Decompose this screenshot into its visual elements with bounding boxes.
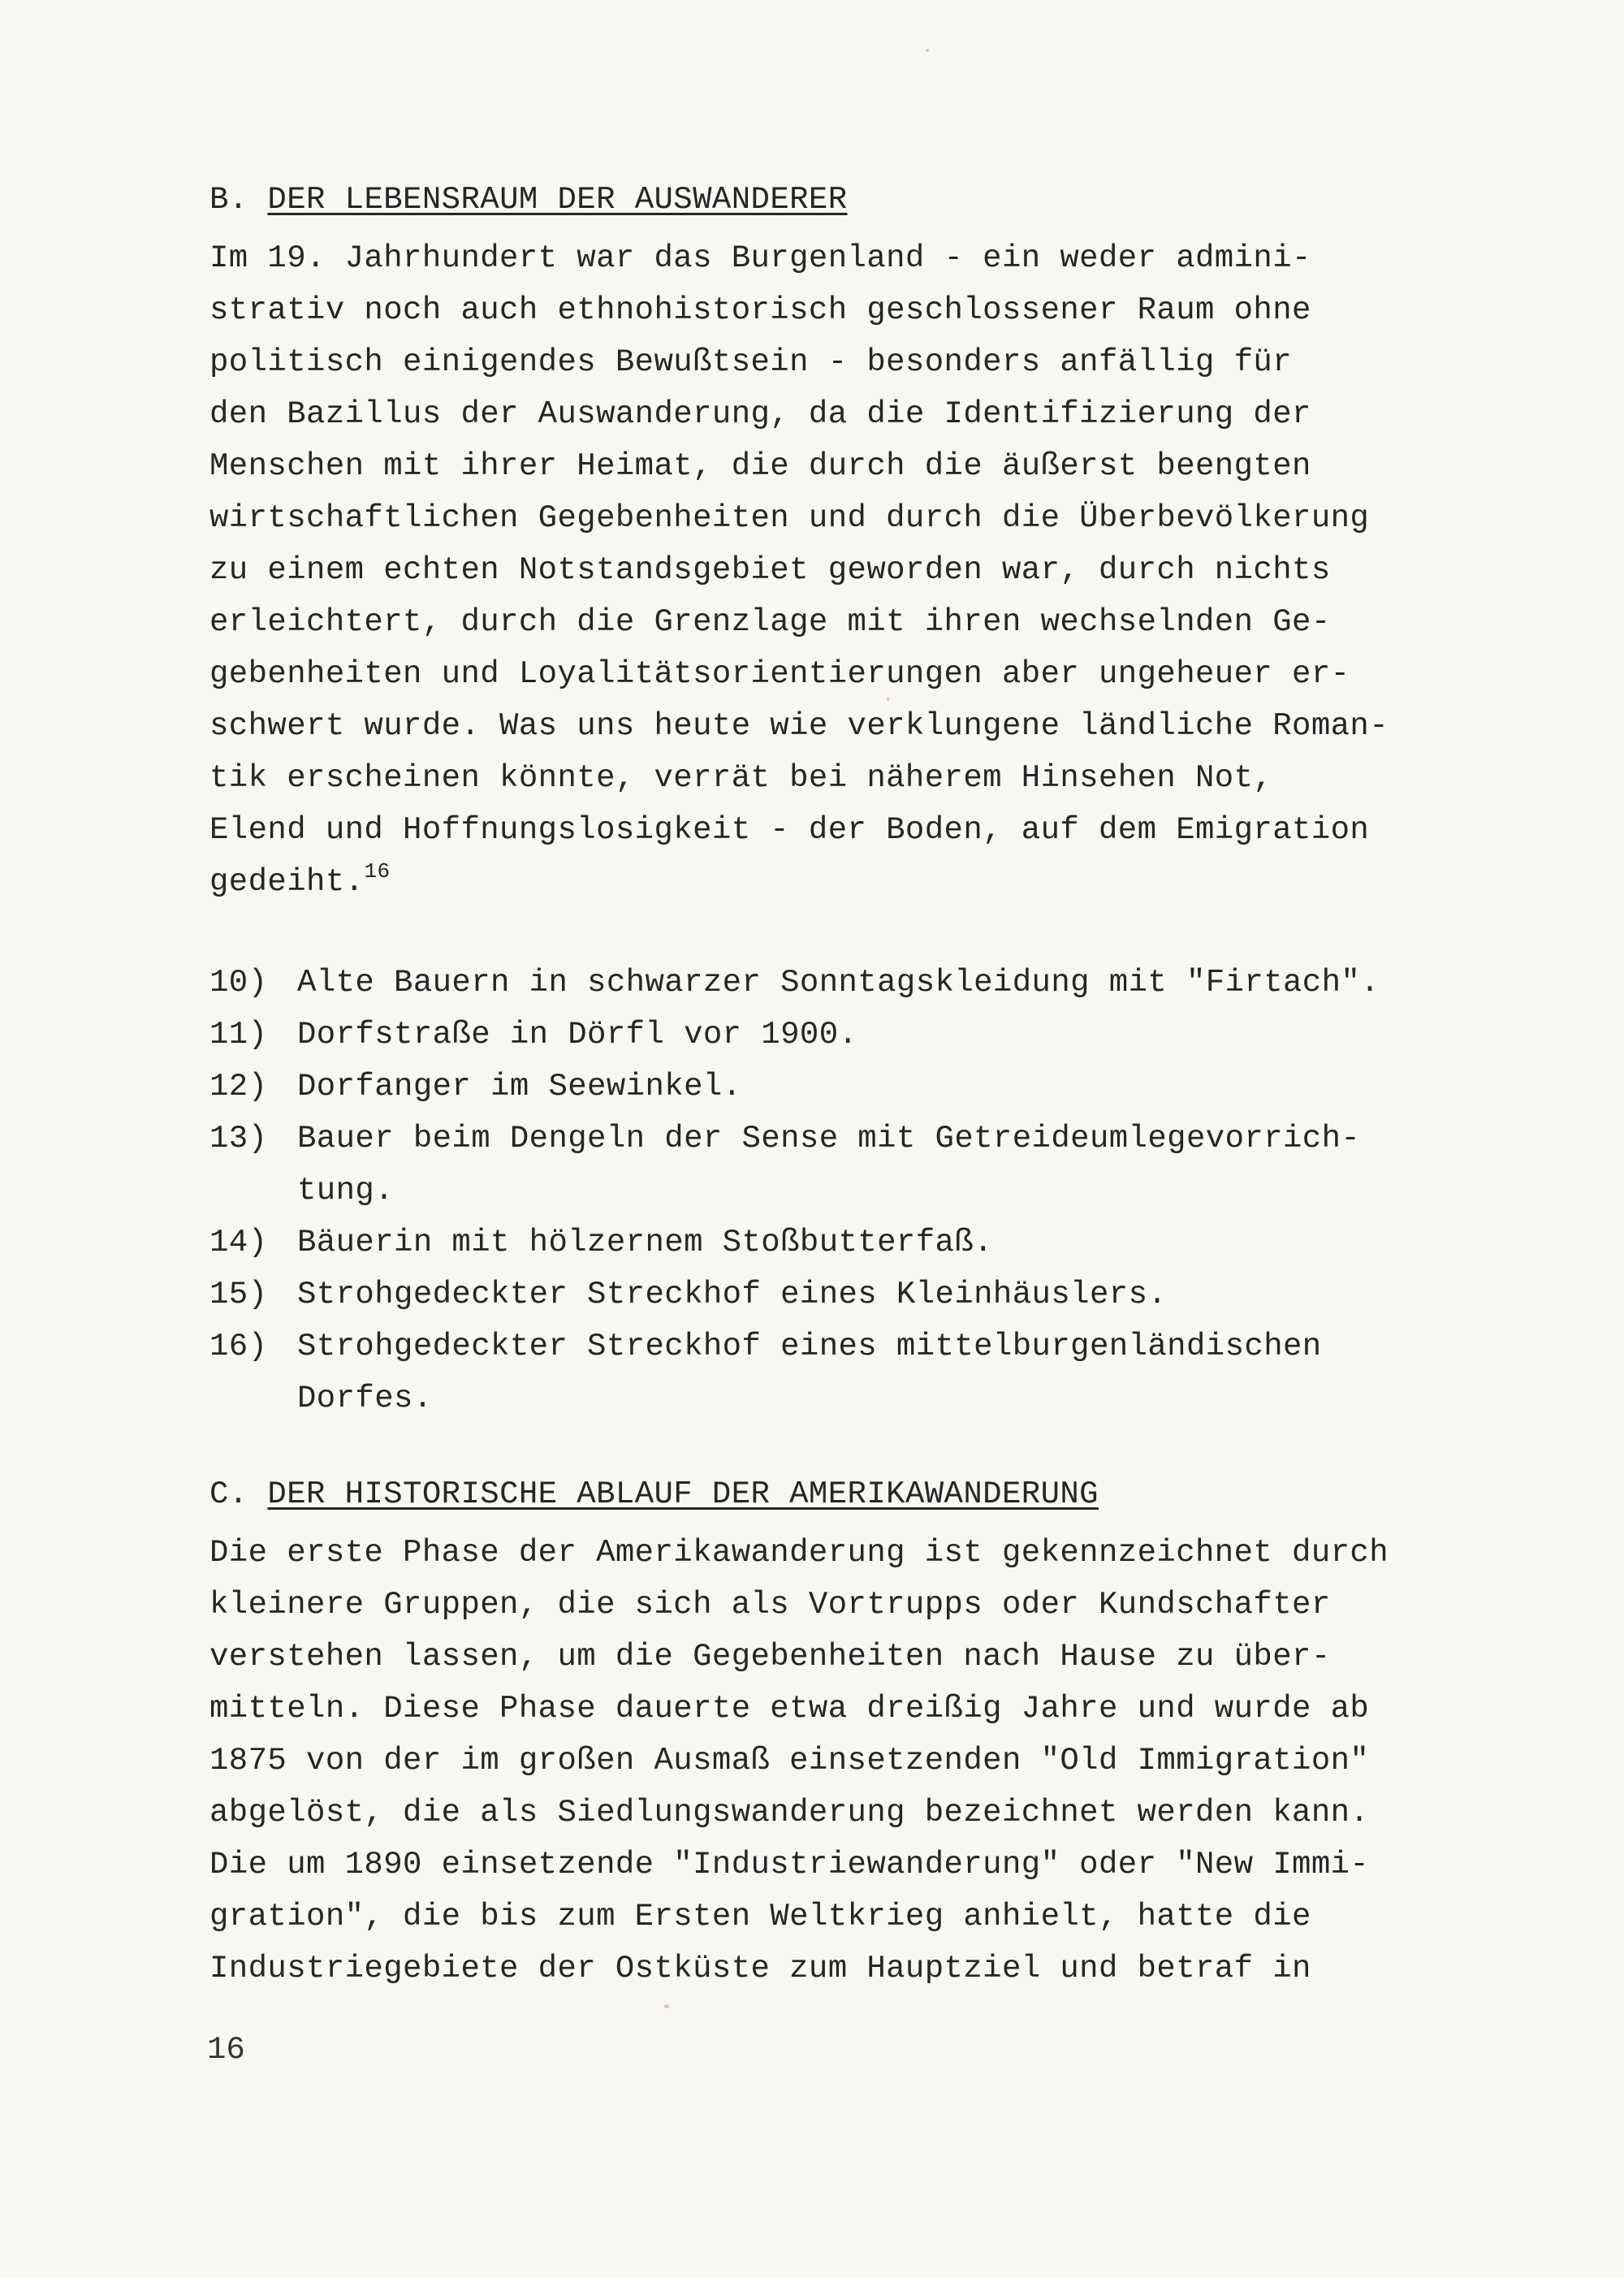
text-line: Die um 1890 einsetzende "Industriewanderung" oder "New Immi- xyxy=(209,1847,1370,1882)
list-item xyxy=(209,1269,1380,1321)
text-line: kleinere Gruppen, die sich als Vortrupps oder Kundschafter xyxy=(209,1587,1331,1623)
section-c-prefix: C. xyxy=(209,1476,248,1512)
section-c-heading xyxy=(209,1476,1099,1512)
list-item-number: 10) xyxy=(209,965,268,1001)
list-item xyxy=(209,1372,1380,1424)
text-line: zu einem echten Notstandsgebiet geworden war, durch nichts xyxy=(209,552,1331,588)
list-item-text: Strohgedeckter Streckhof eines mittelburgenländischen xyxy=(297,1329,1322,1364)
text-line xyxy=(209,856,1389,908)
section-b-prefix: B. xyxy=(209,182,248,218)
text-line: politisch einigendes Bewußtsein - besonders anfällig für xyxy=(209,344,1293,380)
list-item xyxy=(209,1217,1380,1269)
list-item-number: 16) xyxy=(209,1329,268,1364)
list-item-text: Dorfstraße in Dörfl vor 1900. xyxy=(297,1017,858,1053)
paper-speck xyxy=(926,49,929,52)
text-line: verstehen lassen, um die Gegebenheiten nach Hause zu über- xyxy=(209,1639,1331,1675)
list-item-text: Dorfes. xyxy=(297,1381,433,1416)
list-item-text: Strohgedeckter Streckhof eines Kleinhäuslers. xyxy=(297,1277,1168,1312)
list-item-text: tung. xyxy=(297,1173,395,1208)
text-line: Industriegebiete der Ostküste zum Hauptziel und betraf in xyxy=(209,1951,1311,1986)
list-item-number: 13) xyxy=(209,1121,268,1156)
text-line: den Bazillus der Auswanderung, da die Identifizierung der xyxy=(209,396,1311,432)
paper-speck xyxy=(887,697,889,702)
footnote-reference: 16 xyxy=(364,859,391,884)
list-item-number: 14) xyxy=(209,1225,268,1260)
list-item-number: 15) xyxy=(209,1277,268,1312)
text-line: Menschen mit ihrer Heimat, die durch die äußerst beengten xyxy=(209,448,1311,484)
list-item xyxy=(209,1113,1380,1165)
list-item xyxy=(209,1061,1380,1113)
list-item-text: Bäuerin mit hölzernem Stoßbutterfaß. xyxy=(297,1225,993,1260)
section-b-paragraph xyxy=(209,232,1389,908)
text-line: Die erste Phase der Amerikawanderung ist gekennzeichnet durch xyxy=(209,1535,1389,1571)
list-item-text: Alte Bauern in schwarzer Sonntagskleidung mit "Firtach". xyxy=(297,965,1380,1001)
list-item-text: Dorfanger im Seewinkel. xyxy=(297,1069,742,1104)
section-c-paragraph xyxy=(209,1527,1389,1995)
text-line: abgelöst, die als Siedlungswanderung bezeichnet werden kann. xyxy=(209,1795,1370,1831)
text-line: 1875 von der im großen Ausmaß einsetzenden "Old Immigration" xyxy=(209,1743,1370,1779)
list-item-number: 12) xyxy=(209,1069,268,1104)
illustration-list xyxy=(209,957,1380,1424)
text-line: Im 19. Jahrhundert war das Burgenland - ein weder admini- xyxy=(209,240,1311,276)
list-item xyxy=(209,1165,1380,1217)
text-line: erleichtert, durch die Grenzlage mit ihren wechselnden Ge- xyxy=(209,604,1331,640)
page-number: 16 xyxy=(207,2032,245,2068)
text-line: gration", die bis zum Ersten Weltkrieg anhielt, hatte die xyxy=(209,1899,1311,1934)
paper-speck xyxy=(664,2004,669,2008)
list-item-text: Bauer beim Dengeln der Sense mit Getreideumlegevorrich- xyxy=(297,1121,1361,1156)
list-item xyxy=(209,1321,1380,1372)
text-line: schwert wurde. Was uns heute wie verklungene ländliche Roman- xyxy=(209,708,1389,744)
section-b-heading xyxy=(209,182,848,218)
text-line: mitteln. Diese Phase dauerte etwa dreißig Jahre und wurde ab xyxy=(209,1691,1370,1727)
list-item xyxy=(209,1009,1380,1061)
section-c-title: DER HISTORISCHE ABLAUF DER AMERIKAWANDERUNG xyxy=(267,1476,1099,1512)
list-item-number: 11) xyxy=(209,1017,268,1053)
text-line: gebenheiten und Loyalitätsorientierungen aber ungeheuer er- xyxy=(209,656,1350,692)
text-line: wirtschaftlichen Gegebenheiten und durch die Überbevölkerung xyxy=(209,500,1370,536)
text-line: tik erscheinen könnte, verrät bei näherem Hinsehen Not, xyxy=(209,760,1273,796)
text-line: Elend und Hoffnungslosigkeit - der Boden, auf dem Emigration xyxy=(209,812,1370,848)
text-line: strativ noch auch ethnohistorisch geschlossener Raum ohne xyxy=(209,292,1311,328)
text-line-end: gedeiht. xyxy=(209,864,365,900)
section-b-title: DER LEBENSRAUM DER AUSWANDERER xyxy=(267,182,848,218)
list-item xyxy=(209,957,1380,1009)
